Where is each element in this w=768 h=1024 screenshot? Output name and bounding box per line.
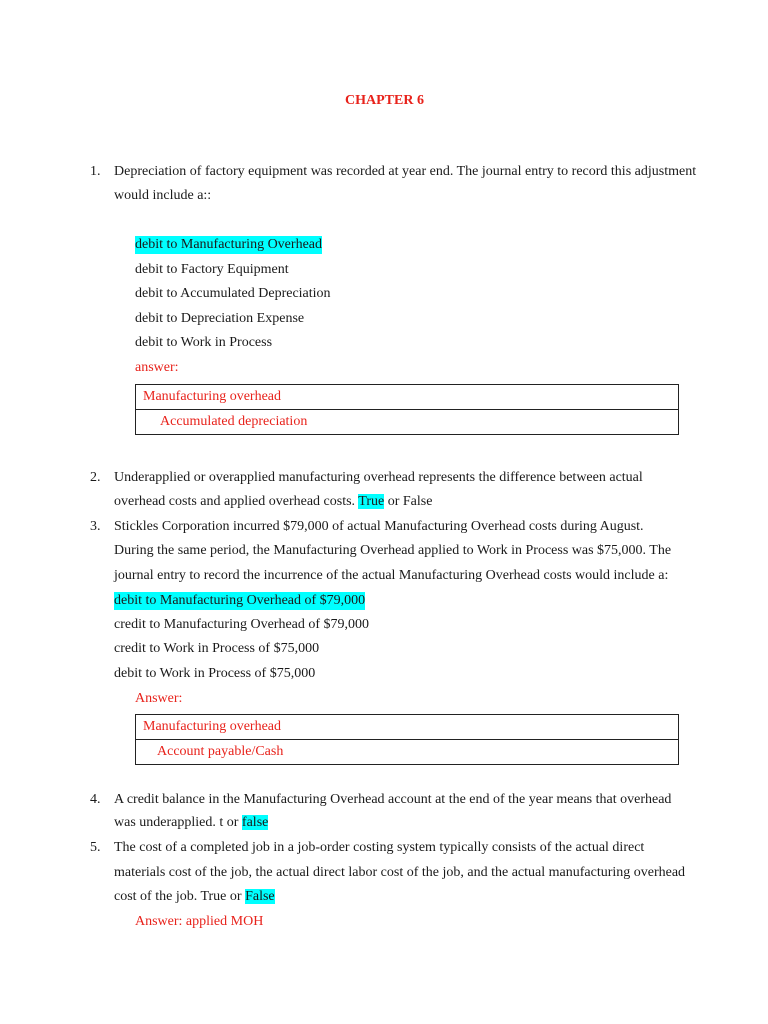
- question-4-number: 4.: [90, 792, 101, 807]
- q3-answer-label: Answer:: [135, 691, 183, 706]
- q2-line2-post: or False: [387, 494, 433, 509]
- q1-answer-label: answer:: [135, 360, 179, 375]
- q1-answer-row-debit: [136, 385, 678, 409]
- question-5-number: 5.: [90, 840, 101, 855]
- q4-false-highlight: false: [241, 815, 269, 830]
- q2-true-highlight: True: [358, 494, 385, 509]
- q5-answer: Answer: applied MOH: [135, 914, 264, 929]
- question-3-text-line2: During the same period, the Manufacturing Overhead applied to Work in Process was $75,000. The: [114, 543, 672, 558]
- q5-false-highlight: False: [245, 889, 275, 904]
- question-5-text-line1: The cost of a completed job in a job-order costing system typically consists of the actual direct: [114, 840, 645, 855]
- q1-option-3: debit to Accumulated Depreciation: [135, 286, 331, 301]
- question-3-text-line1: Stickles Corporation incurred $79,000 of actual Manufacturing Overhead costs during August.: [114, 519, 644, 534]
- question-4-text-line1: A credit balance in the Manufacturing Overhead account at the end of the year means that overhead: [114, 792, 672, 807]
- question-5-text-line3: [114, 888, 275, 906]
- q1-option-2: debit to Factory Equipment: [135, 262, 289, 277]
- q1-answer-credit: Accumulated depreciation: [160, 414, 308, 429]
- q1-answer-box: [135, 384, 679, 435]
- question-5-text-line2: materials cost of the job, the actual direct labor cost of the job, and the actual manufacturing overhead: [114, 865, 686, 880]
- question-2-number: 2.: [90, 470, 101, 485]
- q1-answer-debit: Manufacturing overhead: [143, 389, 281, 404]
- question-2-text-line1: Underapplied or overapplied manufacturing overhead represents the difference between actual: [114, 470, 643, 485]
- q3-answer-credit: Account payable/Cash: [157, 744, 284, 759]
- q3-option-2: credit to Manufacturing Overhead of $79,000: [114, 617, 370, 632]
- q3-option-1-correct: debit to Manufacturing Overhead of $79,000: [114, 593, 366, 608]
- question-2-text-line2: [114, 493, 432, 511]
- q2-line2-pre: overhead costs and applied overhead costs.: [114, 494, 356, 509]
- question-1-text-line2: would include a::: [114, 188, 212, 203]
- q4-line2-pre: was underapplied. t or: [114, 815, 239, 830]
- question-4-text-line2: [114, 814, 268, 832]
- question-1-text-line1: Depreciation of factory equipment was recorded at year end. The journal entry to record this adjustment: [114, 164, 697, 179]
- question-1-number: 1.: [90, 164, 101, 179]
- q3-option-4: debit to Work in Process of $75,000: [114, 666, 316, 681]
- q3-answer-debit: Manufacturing overhead: [143, 719, 281, 734]
- q3-option-3: credit to Work in Process of $75,000: [114, 641, 320, 656]
- q1-option-4: debit to Depreciation Expense: [135, 311, 305, 326]
- q3-answer-row-credit: [136, 739, 678, 765]
- question-3-number: 3.: [90, 519, 101, 534]
- q1-answer-row-credit: [136, 409, 678, 435]
- q3-answer-box: [135, 714, 679, 765]
- q1-option-1-correct: debit to Manufacturing Overhead: [135, 237, 322, 252]
- question-3-text-line3: journal entry to record the incurrence of the actual Manufacturing Overhead costs would include a:: [114, 568, 669, 583]
- q5-line3-pre: cost of the job. True or: [114, 889, 242, 904]
- q3-answer-row-debit: [136, 715, 678, 739]
- q1-option-5: debit to Work in Process: [135, 335, 273, 350]
- page-title: CHAPTER 6: [345, 93, 424, 108]
